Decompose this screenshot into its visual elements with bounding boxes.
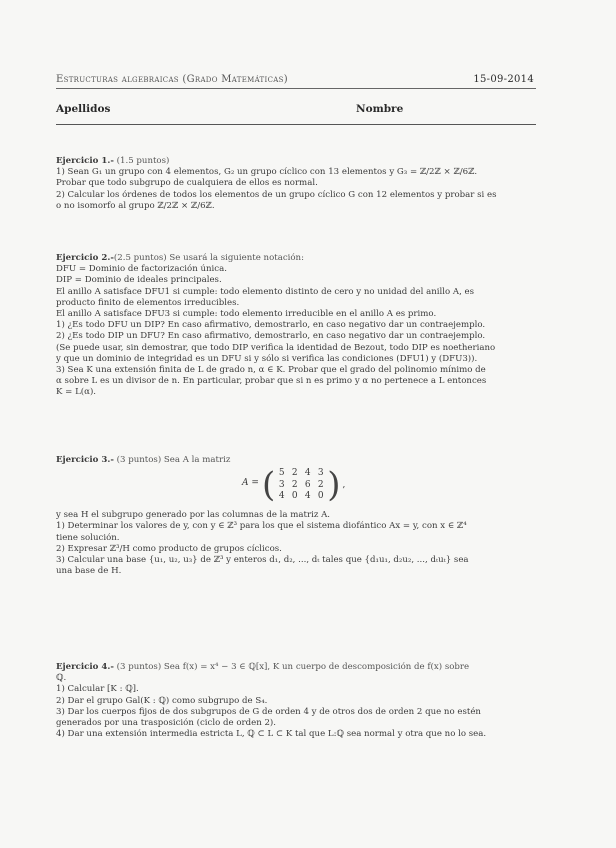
exercise-3-line: 1) Determinar los valores de y, con y ∈ ℤ³ para los que el sistema diofántico Ax = y, con x ∈ ℤ⁴ xyxy=(56,521,467,532)
exercise-1-line: 2) Calcular los órdenes de todos los elementos de un grupo cíclico G con 12 elementos y probar si es xyxy=(56,189,497,200)
exercise-2-line: (Se puede usar, sin demostrar, que todo DIP verifica la identidad de Bezout, todo DIP es noetheriano xyxy=(56,342,496,353)
names-divider xyxy=(56,124,536,125)
matrix-cell: 4 xyxy=(278,491,285,502)
matrix-cell: 6 xyxy=(304,479,311,490)
header-divider xyxy=(56,88,536,89)
surname-label: Apellidos xyxy=(56,103,111,115)
right-paren: ) xyxy=(327,465,341,506)
exercise-3-line: tiene solución. xyxy=(56,532,120,543)
exercise-2-line: producto finito de elementos irreducibles. xyxy=(56,297,240,308)
matrix-end-punct: , xyxy=(342,479,346,490)
exam-date: 15-09-2014 xyxy=(473,74,534,85)
exercise-4-line: ℚ. xyxy=(56,673,67,684)
matrix-grid xyxy=(275,468,327,503)
exercise-1-title: Ejercicio 1.- xyxy=(56,156,114,166)
exercise-2-line: K = L(α). xyxy=(56,387,97,398)
left-paren: ( xyxy=(262,465,276,506)
exercise-4-line: generados por una trasposición (ciclo de orden 2). xyxy=(56,718,277,729)
matrix-cell: 4 xyxy=(304,468,311,479)
matrix-A xyxy=(262,465,346,506)
exercise-4-intro: (3 puntos) Sea f(x) = x⁴ − 3 ∈ ℚ[x], K un cuerpo de descomposición de f(x) sobre xyxy=(113,662,470,672)
matrix-cell: 2 xyxy=(291,479,298,490)
exercise-3 xyxy=(56,455,538,577)
exercise-1-line: o no isomorfo al grupo ℤ/2ℤ × ℤ/6ℤ. xyxy=(56,200,215,211)
exercise-1-points: (1.5 puntos) xyxy=(113,156,170,166)
exercise-3-line: una base de H. xyxy=(56,566,122,577)
exercise-2-line: 3) Sea K una extensión finita de L de grado n, α ∈ K. Probar que el grado del polinomio mínimo de xyxy=(56,365,486,376)
matrix-block xyxy=(56,466,538,510)
exercise-3-intro: (3 puntos) Sea A la matriz xyxy=(113,455,231,465)
exercise-2-line: y que un dominio de integridad es un DFU si y sólo si verifica las condiciones (DFU1) y (DFU3)). xyxy=(56,353,478,364)
exercise-4 xyxy=(56,662,538,740)
exercise-1-line: 1) Sean G₁ un grupo con 4 elementos, G₂ un grupo cíclico con 13 elementos y G₃ = ℤ/2ℤ × ℤ/6ℤ. xyxy=(56,167,478,178)
exercise-3-line: 2) Expresar ℤ³/H como producto de grupos cíclicos. xyxy=(56,543,282,554)
exercise-2-intro: (2.5 puntos) Se usará la siguiente notación: xyxy=(113,253,304,263)
matrix-cell: 3 xyxy=(278,479,285,490)
exercise-2-line: DIP = Dominio de ideales principales. xyxy=(56,275,222,286)
exercise-1 xyxy=(56,156,538,212)
exercise-2-title: Ejercicio 2.- xyxy=(56,253,114,263)
exercise-2-line: El anillo A satisface DFU1 si cumple: todo elemento distinto de cero y no unidad del anillo A, es xyxy=(56,286,475,297)
matrix-cell: 2 xyxy=(317,479,324,490)
exercise-2-line: DFU = Dominio de factorización única. xyxy=(56,264,227,275)
course-title: Estructuras algebraicas (Grado Matemáticas) xyxy=(56,74,288,85)
exercise-2-line: 1) ¿Es todo DFU un DIP? En caso afirmativo, demostrarlo, en caso negativo dar un contraejemplo. xyxy=(56,320,486,331)
exercise-4-line: 1) Calcular [K : ℚ]. xyxy=(56,684,139,695)
matrix-cell: 3 xyxy=(317,468,324,479)
exercise-3-line: y sea H el subgrupo generado por las columnas de la matriz A. xyxy=(56,510,331,521)
exercise-2-line: El anillo A satisface DFU3 si cumple: todo elemento irreducible en el anillo A es primo. xyxy=(56,309,437,320)
exercise-4-line: 2) Dar el grupo Gal(K : ℚ) como subgrupo de S₄. xyxy=(56,695,268,706)
matrix-cell: 0 xyxy=(317,491,324,502)
exercise-4-line: 3) Dar los cuerpos fijos de dos subgrupos de G de orden 4 y de otros dos de orden 2 que no estén xyxy=(56,706,481,717)
matrix-cell: 4 xyxy=(304,491,311,502)
exercise-2 xyxy=(56,253,538,399)
matrix-cell: 5 xyxy=(278,468,285,479)
exercise-1-line: Probar que todo subgrupo de cualquiera de ellos es normal. xyxy=(56,178,318,189)
exercise-2-line: 2) ¿Es todo DIP un DFU? En caso afirmativo, demostrarlo, en caso negativo dar un contraejemplo. xyxy=(56,331,486,342)
matrix-cell: 2 xyxy=(291,468,298,479)
name-label: Nombre xyxy=(356,103,404,115)
exercise-2-line: α sobre L es un divisor de n. En particular, probar que si n es primo y α no pertenece a L entonces xyxy=(56,376,487,387)
exercise-4-title: Ejercicio 4.- xyxy=(56,662,114,672)
exercise-3-title: Ejercicio 3.- xyxy=(56,455,114,465)
exercise-4-line: 4) Dar una extensión intermedia estricta L, ℚ ⊂ L ⊂ K tal que L:ℚ sea normal y otra que no lo sea. xyxy=(56,729,487,740)
exercise-3-line: 3) Calcular una base {u₁, u₂, u₃} de ℤ³ y enteros d₁, d₂, ..., dₜ tales que {d₁u₁, d₂u₂, ..., dₜuₜ} sea xyxy=(56,555,469,566)
matrix-cell: 0 xyxy=(291,491,298,502)
matrix-label: A = xyxy=(242,478,259,489)
